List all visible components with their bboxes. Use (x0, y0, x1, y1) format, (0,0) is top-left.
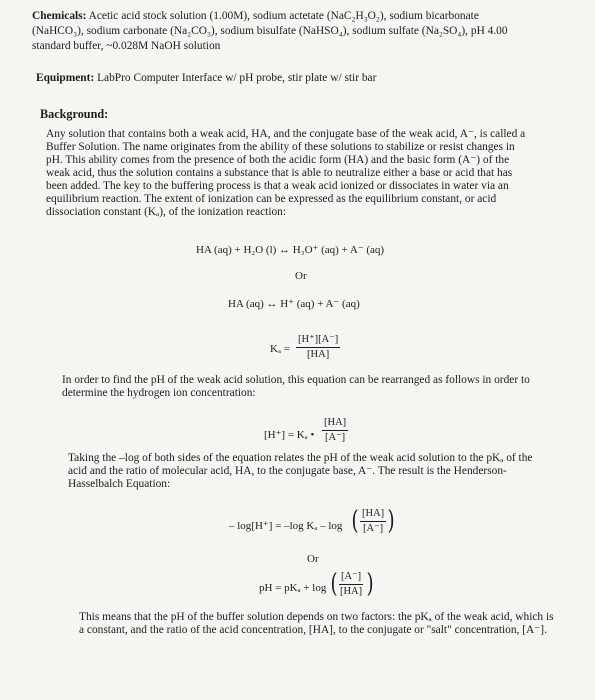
para1-line-5: been added. The key to the buffering process is that a weak acid ionized or dissociates in water via an (46, 180, 509, 192)
right-paren-2: ) (366, 569, 374, 599)
equation-ionization: HA (aq) ↔ H⁺ (aq) + A⁻ (aq) (228, 298, 360, 310)
chemicals-text: Acetic acid stock solution (1.00M), sodium actetate (NaC₂H₃O₂), sodium bicarbonate (88, 10, 479, 22)
para1-line-4: weak acid, thus the solution contains a substance that is able to neutralize either a base or acid that has (46, 167, 513, 179)
ka-lhs: Kₐ = (270, 343, 290, 355)
para4-line-2: a constant, and the ratio of the acid concentration, [HA], to the conjugate or "salt" concentration, [A⁻]. (79, 624, 547, 636)
para1-line-1: Any solution that contains both a weak acid, HA, and the conjugate base of the weak acid, A⁻, is called a (46, 128, 526, 140)
h-ion-numerator: [HA] (322, 417, 348, 431)
para3-line-1: Taking the –log of both sides of the equation relates the pH of the weak acid solution to the pKₐ of the (68, 452, 533, 464)
chemicals-line-2: (NaHCO₃), sodium carbonate (Na₂CO₃), sodium bisulfate (NaHSO₄), sodium sulfate (Na₂SO₄), pH 4.00 (32, 25, 508, 37)
h-ion-lhs: [H⁺] = Kₐ • (264, 429, 315, 441)
log-numerator: [HA] (360, 508, 386, 522)
or-label-2: Or (307, 553, 319, 565)
chemicals-line-3: standard buffer, ~0.028M NaOH solution (32, 40, 221, 52)
ph-lhs: pH = pKₐ + log (259, 582, 327, 594)
equipment-text: LabPro Computer Interface w/ pH probe, stir plate w/ stir bar (97, 72, 377, 84)
para3-line-3: Hasselbalch Equation: (68, 478, 171, 490)
para2-line-2: determine the hydrogen ion concentration: (62, 387, 256, 399)
para2-line-1: In order to find the pH of the weak acid solution, this equation can be rearranged as follows in order to (62, 374, 530, 386)
ph-numerator: [A⁻] (339, 571, 363, 585)
chemicals-label: Chemicals: (32, 10, 87, 22)
para1-line-7: dissociation constant (Kₐ), of the ionization reaction: (46, 206, 287, 218)
para1-line-3: pH. This ability comes from the presence of both the acidic form (HA) and the basic form (A⁻) of the (46, 154, 510, 166)
h-ion-fraction (322, 417, 348, 444)
para4-line-1: This means that the pH of the buffer solution depends on two factors: the pKₐ of the weak acid, which is (79, 611, 554, 623)
equation-ionization-water: HA (aq) + H₂O (l) ↔ H₃O⁺ (aq) + A⁻ (aq) (196, 244, 385, 256)
right-paren: ) (387, 506, 395, 536)
log-fraction (360, 508, 386, 535)
log-lhs: – log[H⁺] = –log Kₐ – log (229, 520, 343, 532)
para1-line-6: equilibrium reaction. The extent of ionization can be expressed as the equilibrium constant, or acid (46, 193, 497, 205)
left-paren-2: ( (330, 569, 338, 599)
log-denominator: [A⁻] (363, 523, 384, 534)
ph-fraction (339, 571, 363, 598)
or-label-1: Or (295, 270, 307, 282)
para1-line-2: Buffer Solution. The name originates from the ability of these solutions to stabilize or resist changes in (46, 141, 515, 153)
ka-numerator: [H⁺][A⁻] (296, 334, 340, 348)
chemicals-line-1 (32, 10, 479, 23)
ph-denominator: [HA] (339, 586, 363, 597)
para3-line-2: acid and the ratio of molecular acid, HA, to the conjugate base, A⁻. The result is the Henderson- (68, 465, 507, 477)
equipment-label: Equipment: (36, 72, 95, 84)
left-paren: ( (351, 506, 359, 536)
ka-fraction (296, 334, 340, 361)
background-heading: Background: (40, 107, 109, 121)
h-ion-denominator: [A⁻] (325, 432, 346, 443)
ka-denominator: [HA] (307, 349, 330, 360)
equipment-line (36, 72, 376, 85)
